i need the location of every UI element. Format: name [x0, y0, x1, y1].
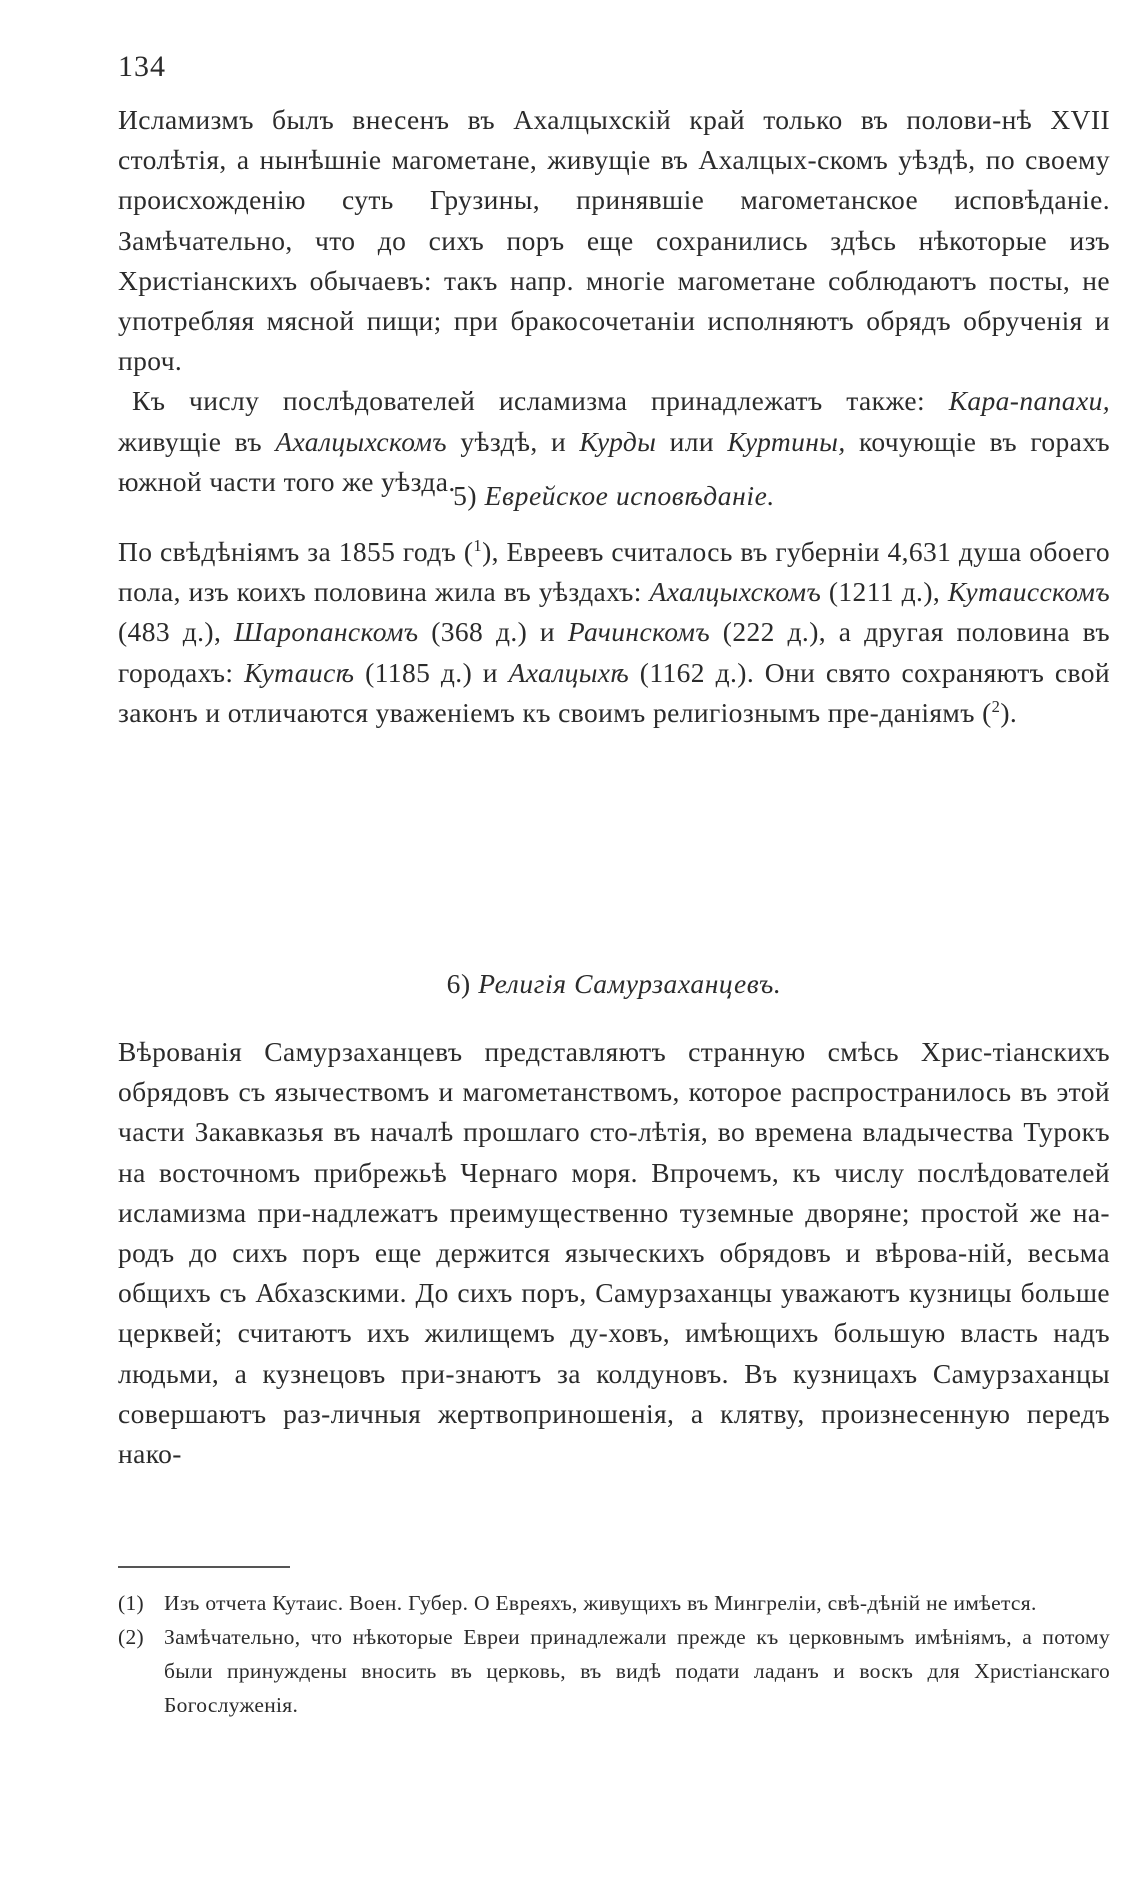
section-heading-6 [118, 968, 1110, 1000]
footnote-ref-2[interactable]: 2 [991, 696, 1001, 716]
paragraph-jewish-population [118, 532, 1110, 733]
text-run: кочующiе въ горахъ южной части того же уѣзда. [118, 425, 1110, 497]
section-number: 6) [446, 968, 471, 999]
italic-term: Ахалцыхскомъ [275, 425, 447, 457]
paragraph-samurzakan-beliefs: Вѣрованiя Самурзаханцевъ представляютъ странную смѣсь Хрис-тiанскихъ обрядовъ съ язычествомъ и магометанствомъ, которое распространилось въ этой части Закавказья въ началѣ прошлаго сто-лѣтiя, во времена владычества Турокъ на восточномъ прибрежьѣ Чернаго моря. Впрочемъ, къ числу послѣдователей исламизма при-надлежатъ преимущественно туземные дворяне; простой же на-родъ до сихъ поръ еще держится языческихъ обрядовъ и вѣрова-нiй, весьма общихъ съ Абхазскими. До сихъ поръ, Самурзаханцы уважаютъ кузницы больше церквей; считаютъ ихъ жилищемъ ду-ховъ, имѣющихъ большую власть надъ людьми, а кузнецовъ при-знаютъ за колдуновъ. Въ кузницахъ Самурзаханцы совершаютъ раз-личныя жертвоприношенiя, а клятву, произнесенную передъ нако- [118, 1036, 1110, 1470]
italic-term: Курды [579, 425, 657, 457]
text-run: (1211 д.), [821, 576, 948, 608]
footnote-divider [118, 1566, 290, 1568]
text-run: (483 д.), [118, 616, 235, 648]
italic-place: Шаропанскомъ [234, 616, 419, 648]
text-run: (1185 д.) и [354, 656, 509, 688]
text-block-jews [118, 532, 1110, 733]
text-block-upper [118, 100, 1110, 502]
section-number: 5) [453, 480, 478, 511]
footnote-2 [118, 1620, 1110, 1722]
text-run: или [656, 425, 728, 457]
footnote-ref-1[interactable]: 1 [473, 535, 483, 555]
text-run: ), Евреевъ считалось въ губернiи 4,631 душа обоего пола, изъ коихъ половина жила въ уѣздахъ: [118, 536, 1110, 608]
italic-place: Ахалцыхскомъ [649, 576, 822, 608]
paragraph-islam-origin: Исламизмъ былъ внесенъ въ Ахалцыхскiй край только въ полови-нѣ XVII столѣтiя, а нынѣшнiе магометане, живущiе въ Ахалцых-скомъ уѣздѣ, по своему происхожденiю суть Грузины, принявшiе магометанское исповѣданiе. Замѣчательно, что до сихъ поръ еще сохранились здѣсь нѣкоторые изъ Христiанскихъ обычаевъ: такъ напр. многiе магометане соблюдаютъ посты, не употребляя мясной пищи; при бракосочетанiи исполняютъ обрядъ обрученiя и проч. [118, 104, 1110, 377]
text-block-samurzakan [118, 1032, 1110, 1474]
section-title: Религiя Самурзаханцевъ. [478, 968, 782, 999]
footnote-text: Изъ отчета Кутаис. Воен. Губер. О Евреяхъ, живущихъ въ Мингрелiи, свѣ-дѣнiй не имѣется. [164, 1591, 1037, 1615]
page-number: 134 [118, 50, 166, 83]
italic-term: Куртины, [727, 425, 846, 457]
text-run: (222 д.), а другая половина въ городахъ: [118, 616, 1111, 688]
text-run: ). [1000, 696, 1018, 728]
text-run: живущiе въ [118, 425, 276, 457]
italic-place: Ахалцыхѣ [508, 656, 630, 688]
footnote-1 [118, 1586, 1110, 1620]
footnote-text: Замѣчательно, что нѣкоторые Евреи принадлежали прежде къ церковнымъ имѣнiямъ, а потому были принуждены вносить въ церковь, въ видѣ подати ладанъ и воскъ для Христiанскаго Богослуженiя. [164, 1625, 1110, 1717]
italic-place: Рачинскомъ [567, 616, 711, 648]
text-run: (1162 д.). Они свято сохраняютъ свой законъ и отличаются уваженiемъ къ своимъ религiознымъ пре-данiямъ ( [118, 656, 1110, 728]
section-title: Еврейское исповѣданiе. [484, 480, 775, 511]
section-heading-5 [118, 480, 1110, 512]
text-run: (368 д.) и [418, 616, 568, 648]
text-run: По свѣдѣнiямъ за 1855 годъ ( [118, 536, 474, 567]
italic-term: Кара-папахи, [948, 385, 1110, 417]
text-run: Къ числу послѣдователей исламизма принадлежатъ также: [132, 385, 949, 417]
italic-place: Кутаисскомъ [947, 576, 1110, 608]
footnote-mark: (2) [118, 1625, 144, 1649]
footnote-mark: (1) [118, 1591, 144, 1615]
text-run: уѣздѣ, и [447, 425, 580, 457]
footnotes [118, 1586, 1110, 1722]
italic-place: Кутаисѣ [244, 656, 355, 688]
